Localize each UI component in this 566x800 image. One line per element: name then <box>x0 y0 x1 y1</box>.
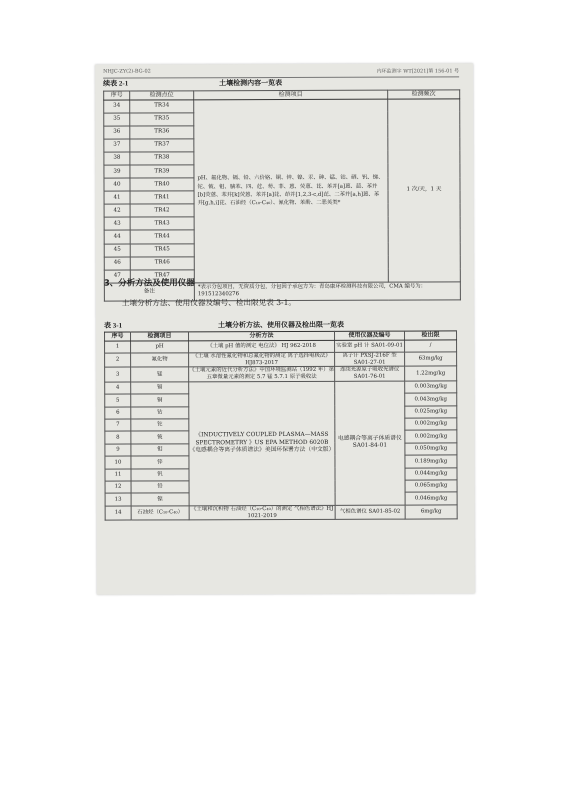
section-heading: 3、分析方法及使用仪器 <box>103 278 195 289</box>
row-number: 4 <box>105 382 131 394</box>
instrument: 实验室 pH 计 SA01-09-01 <box>335 340 405 353</box>
table2-title: 土壤分析方法、使用仪器及检出限一览表 <box>217 320 344 330</box>
row-number: 36 <box>104 126 130 139</box>
row-number: 38 <box>104 152 130 165</box>
table1-caption: 续表 2-1 <box>103 79 129 88</box>
note-label: 备注 <box>104 283 194 301</box>
detection-limit: 0.065mg/kg <box>405 480 457 493</box>
sampling-point: TR38 <box>130 152 194 165</box>
test-item: 镍 <box>131 493 189 506</box>
row-number: 39 <box>104 165 130 178</box>
detection-limit: / <box>405 339 457 352</box>
instrument: 气相色谱仪 SA01-85-02 <box>335 505 405 520</box>
row-number: 37 <box>104 139 130 152</box>
detection-limit: 0.002mg/kg <box>405 418 457 431</box>
soil-test-content-table <box>103 89 461 301</box>
header-cell: 检测项目 <box>131 332 189 341</box>
table-row <box>105 366 457 382</box>
row-number: 12 <box>105 481 131 493</box>
detection-limit: 0.003mg/kg <box>405 381 457 394</box>
row-number: 7 <box>105 419 131 431</box>
detection-limit: 0.046mg/kg <box>405 492 457 505</box>
test-item: 钒 <box>131 468 189 481</box>
row-number: 35 <box>104 113 130 126</box>
test-frequency-cell: 1 次/天，1 天 <box>388 98 461 282</box>
detection-limit: 0.002mg/kg <box>405 430 457 443</box>
note-text: *表示分包项目，无资质分包，分包因子承包方为：青岛康环检测科技有限公司，CMA 编号为：191512340276 <box>194 282 460 301</box>
test-item: 铊 <box>131 419 189 432</box>
analysis-methods-table <box>104 330 458 521</box>
sampling-point: TR47 <box>130 270 194 283</box>
instrument: 连续光源原子吸收光谱仪 SA01-76-01 <box>335 366 405 381</box>
row-number: 11 <box>105 469 131 481</box>
detection-limit: 63mg/kg <box>405 352 457 367</box>
header-cell: 检出限 <box>405 331 457 340</box>
page-header <box>103 67 459 78</box>
header-doc-code: NHJC-ZY(2)-BG-02 <box>103 68 151 75</box>
row-number: 46 <box>104 257 130 270</box>
row-number: 8 <box>105 431 131 443</box>
row-number: 2 <box>105 353 131 368</box>
table-row <box>104 98 460 112</box>
row-number: 3 <box>105 367 131 382</box>
detection-limit: 6mg/kg <box>405 505 457 520</box>
test-items-cell: pH、氟化物、镉、铅、六价铬、铜、锌、镍、汞、砷、锰、钴、硒、钒、锑、铊、铍、钼、腈苯、四、苊、芴、菲、蒽、荧蒽、芘、苯并[a]蒽、䓛、苯并[b]荧蒽、苯并[k]荧蒽、苯并[a]芘、茚并[1,2,3-c,d]芘、二苯并[a,h]蒽、苯并[g,h,i]芘、石油烃（C₁₀-C₄₀）、氰化物、苯酚、二恶英类* <box>194 99 389 283</box>
sampling-point: TR39 <box>130 165 194 178</box>
sampling-point: TR40 <box>130 178 194 191</box>
analysis-method: 《土壤 水溶性氟化物和总氟化物的测定 离子选择电极法》HJ873-2017 <box>189 352 335 367</box>
table1-title: 土壤检测内容一览表 <box>219 79 283 88</box>
table2-caption: 表 3-1 <box>103 321 123 330</box>
header-cell: 分析方法 <box>189 331 335 340</box>
test-item: 铅 <box>131 481 189 494</box>
detection-limit: 0.025mg/kg <box>405 406 457 419</box>
document-page <box>95 63 475 594</box>
row-number: 1 <box>105 341 131 353</box>
header-report-number: 内环监测字 WT[2021]第 156-01 号 <box>376 68 460 75</box>
header-cell: 检测频次 <box>388 90 460 99</box>
header-cell: 使用仪器及编号 <box>335 331 405 340</box>
test-item: 钼 <box>131 444 189 457</box>
row-number: 5 <box>105 394 131 406</box>
row-number: 9 <box>105 444 131 456</box>
header-cell: 检测点位 <box>130 91 194 100</box>
test-item: 铍 <box>131 431 189 444</box>
sampling-point: TR42 <box>130 204 194 217</box>
row-number: 40 <box>104 178 130 191</box>
detection-limit: 1.22mg/kg <box>405 366 457 381</box>
instrument: 离子计 PXSJ-216F 型 SA01-27-01 <box>335 352 405 367</box>
header-cell: 检测项目 <box>194 90 388 99</box>
test-item: 铜 <box>131 394 189 407</box>
header-cell: 序号 <box>105 332 131 341</box>
table-row <box>105 505 457 521</box>
table-row <box>105 339 457 353</box>
table-row <box>105 352 457 368</box>
row-number: 6 <box>105 407 131 419</box>
icp-ms-method: 《INDUCTIVELY COUPLED PLASMA—MASS SPECTROMETRY 》US EPA METHOD 6020B 《电感耦合等离子体质谱法》美国环保署方法（中文版） <box>189 381 335 505</box>
analysis-method: 《土壤元素的近代分析方法》中国环境监测站（1992 年）第五章微量元素的测定 5.7 锰 5.7.1 原子吸收法 <box>189 367 335 381</box>
sampling-point: TR43 <box>130 217 194 230</box>
test-item: 钴 <box>131 407 189 420</box>
row-number: 44 <box>104 230 130 243</box>
sampling-point: TR45 <box>130 243 194 256</box>
row-number: 41 <box>104 191 130 204</box>
icp-ms-instrument: 电感耦合等离子体质谱仪 SA01-84-01 <box>335 381 405 505</box>
sampling-point: TR36 <box>130 126 194 139</box>
sampling-point: TR35 <box>130 112 194 125</box>
row-number: 42 <box>104 204 130 217</box>
sampling-point: TR44 <box>130 230 194 243</box>
row-number: 10 <box>105 456 131 468</box>
sampling-point: TR41 <box>130 191 194 204</box>
test-item: 石油烃（C₁₀-C₄₀） <box>131 506 189 521</box>
detection-limit: 0.044mg/kg <box>405 468 457 481</box>
row-number: 34 <box>104 100 130 113</box>
detection-limit: 0.043mg/kg <box>405 393 457 406</box>
row-number: 14 <box>105 506 131 521</box>
row-number: 47 <box>104 270 130 283</box>
detection-limit: 0.050mg/kg <box>405 443 457 456</box>
section-intro: 土壤分析方法、使用仪器及编号、检出限见表 3-1。 <box>121 297 297 308</box>
detection-limit: 0.189mg/kg <box>405 455 457 468</box>
header-cell: 序号 <box>104 91 130 100</box>
test-item: pH <box>131 340 189 353</box>
table-row <box>105 381 457 395</box>
sampling-point: TR37 <box>130 139 194 152</box>
sampling-point: TR34 <box>130 99 194 112</box>
test-item: 锰 <box>131 367 189 382</box>
analysis-method: 《土壤和沉积物 石油烃（C₁₀-C₄₀）的测定 气相色谱法》HJ 1021-2019 <box>191 505 334 519</box>
row-number: 45 <box>104 244 130 257</box>
sampling-point: TR46 <box>130 256 194 269</box>
row-number: 43 <box>104 217 130 230</box>
test-item: 镉 <box>131 382 189 395</box>
analysis-method: 《土壤 pH 值的测定 电位法》 HJ 962-2018 <box>189 340 335 353</box>
row-number: 13 <box>105 493 131 505</box>
test-item: 锌 <box>131 456 189 469</box>
test-item: 氟化物 <box>131 353 189 368</box>
